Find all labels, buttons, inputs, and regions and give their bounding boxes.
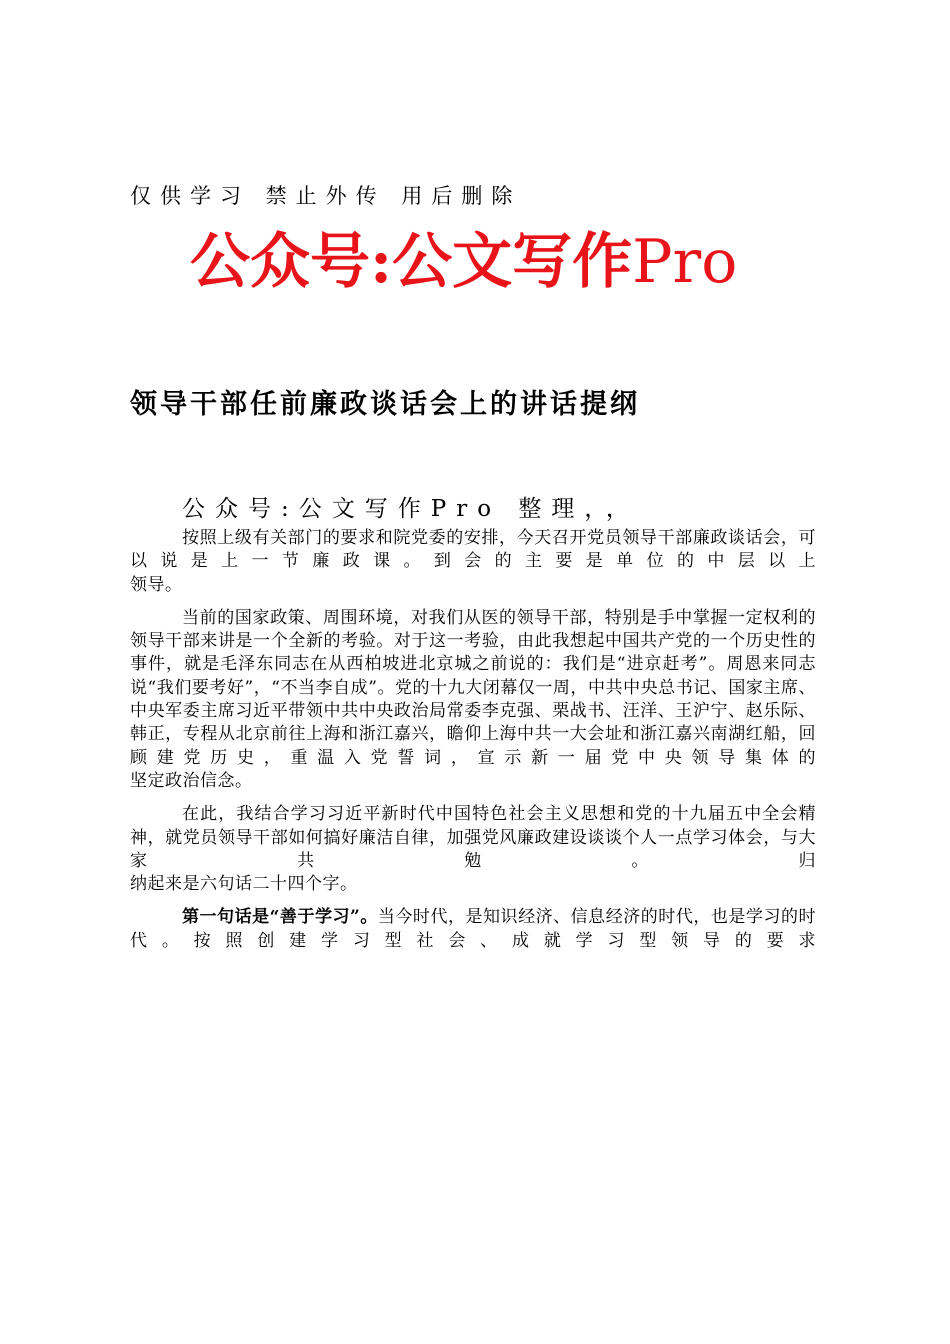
brand-name: 公众号:公文写作 <box>190 227 633 297</box>
document-body <box>130 527 816 963</box>
paragraph-4 <box>130 906 816 953</box>
paragraph-text: 当前的国家政策、周围环境，对我们从医的领导干部，特别是手中掌握一定权利的领导干部来讲是一个全新的考验。对于这一考验，由此我想起中国共产党的一个历史性的事件，就是毛泽东同志在从西柏坡进北京城之前说的：我们是“进京赶考”。周恩来同志说“我们要考好”，“不当李自成”。党的十九大闭幕仅一周，中共中央总书记、国家主席、中央军委主席习近平带领中共中央政治局常委李克强、栗战书、汪洋、王沪宁、赵乐际、韩正，专程从北京前往上海和浙江嘉兴，瞻仰上海中共一大会址和浙江嘉兴南湖红船，回顾建党历史，重温入党誓词，宣示新一届党中央领导集体的 <box>130 607 816 768</box>
usage-notice: 仅供学习 禁止外传 用后删除 <box>130 184 522 208</box>
paragraph-text: 按照上级有关部门的要求和院党委的安排，今天召开党员领导干部廉政谈话会，可以说是上一节廉政课。到会的主要是单位的中层以上 <box>130 528 816 572</box>
paragraph-tail: 坚定政治信念。 <box>130 770 253 791</box>
document-byline: 公众号:公文写作Pro 整理，， <box>182 496 639 522</box>
paragraph-lead: 第一句话是“善于学习”。 <box>182 907 378 928</box>
document-title: 领导干部任前廉政谈话会上的讲话提纲 <box>130 389 640 420</box>
brand-suffix: Pro <box>632 227 738 297</box>
paragraph-tail: 领导。 <box>130 574 183 595</box>
paragraph-text: 当今时代，是知识经济、信息经济的时代，也是学习的时代。按照创建学习型社会、成就学习型领导的要求 <box>130 907 816 951</box>
paragraph-3 <box>130 803 816 896</box>
paragraph-1 <box>130 527 816 597</box>
paragraph-text: 在此，我结合学习习近平新时代中国特色社会主义思想和党的十九届五中全会精神，就党员领导干部如何搞好廉洁自律，加强党风廉政建设谈谈个人一点学习体会，与大家共勉。归 <box>130 804 816 871</box>
paragraph-2 <box>130 607 816 793</box>
paragraph-tail: 纳起来是六句话二十四个字。 <box>130 874 358 895</box>
brand-banner <box>190 226 737 298</box>
